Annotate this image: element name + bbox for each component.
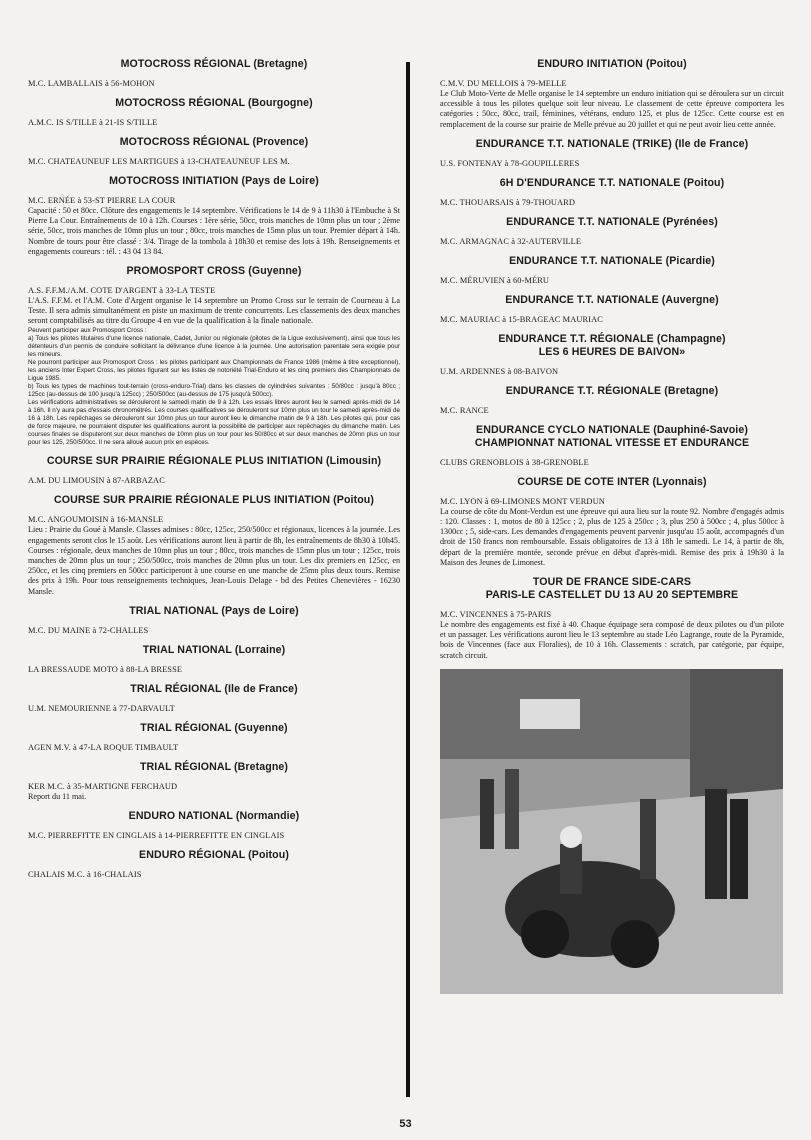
event-title: [440, 424, 784, 450]
event-title-text: MOTOCROSS RÉGIONAL (Bourgogne): [115, 97, 313, 109]
event-section: [440, 177, 784, 208]
event-details: La course de côte du Mont-Verdun est une épreuve qui aura lieu sur la route 92. Nombre d'engagés admis : 120. Classes : 1, motos de 80 à 125cc ; 2, plus de 125 à 250cc ; 3, plus 250 à 500cc ; 4, plus 500cc à 1300cc ; 5, side-cars. Les demandes d'engagements peuvent parvenir jusqu'au 15 août, accompagnés d'un droit de 150 francs non remboursable. Essais obligatoires de 13 à 18h le samedi. Le 14, à partir de 8h, départ de la première montée, seconde prévue en début d'après-midi. Remise des prix à 19h30 à la Maison des Jeunes de Limonest.: [440, 506, 784, 567]
event-subtitle: PARIS-LE CASTELLET DU 13 AU 20 SEPTEMBRE: [485, 589, 739, 602]
event-title-text: 6H D'ENDURANCE T.T. NATIONALE (Poitou): [499, 176, 725, 189]
event-title: [440, 177, 784, 190]
organizer-club: LA BRESSAUDE MOTO à 88-LA BRESSE: [28, 664, 183, 674]
event-title-text: ENDURANCE T.T. NATIONALE (Auvergne): [505, 293, 719, 306]
event-title-text: ENDURO INITIATION (Poitou): [537, 58, 687, 70]
regulation-paragraph: Les vérifications administratives se dérouleront le samedi matin de 9 à 12h. Les essais libres auront lieu le samedi après-midi de 14 à 16h. Il n'y aura pas d'essais chronométrés. Les courses qualificatives se dérouleront sur 10mn plus un tour le samedi après-midi de 16 à 18h. Les repêchages se dérouleront sur 10mn plus un tour auront lieu le dimanche matin de 9 à 18h. Les pilotes qui, pour cas de force majeure, ne pourraient disputer les qualifications auront la possibilité de participer aux repêchages du dimanche matin. Les courses finales se disputeront sur deux manches de 10mn plus un tour pour les 50/80cc et sur deux manches de 20mn plus un tour pour les 125, 250/500cc. Il ne sera alloué aucun prix en espèces.: [28, 399, 400, 447]
organizer-club: CLUBS GRENOBLOIS à 38-GRENOBLE: [440, 457, 589, 467]
event-title: [440, 476, 784, 489]
event-title-text: ENDURO NATIONAL (Normandie): [128, 809, 300, 822]
event-section: [28, 644, 400, 675]
event-details: L'A.S. F.F.M. et l'A.M. Cote d'Argent organise le 14 septembre un Promo Cross sur le terrain de Courneau à La Teste. Il sera admis simultanément en piste un maximum de trente concurrents. Les classements des deux manches seront comptabilisés au titre du Groupe 4 en vue de la qualification à la finale nationale.: [28, 296, 400, 326]
event-details: Report du 11 mai.: [28, 791, 87, 801]
event-section: [28, 136, 400, 167]
event-title-text: ENDURANCE T.T. RÉGIONALE (Champagne): [498, 332, 726, 345]
organizer-club: U.S. FONTENAY à 78-GOUPILLERES: [440, 158, 580, 168]
event-title-text: MOTOCROSS RÉGIONAL (Bretagne): [120, 58, 308, 70]
organizer-club: A.S. F.F.M./A.M. COTE D'ARGENT à 33-LA TESTE: [28, 286, 216, 296]
event-title: [440, 385, 784, 398]
organizer-club: M.C. MÉRUVIEN à 60-MÉRU: [440, 275, 550, 285]
right-column: [440, 52, 784, 994]
event-title: [28, 810, 400, 823]
organizer-club: M.C. CHATEAUNEUF LES MARTIGUES à 13-CHATEAUNEUF LES M.: [28, 157, 290, 166]
event-section: [28, 455, 400, 486]
event-title-text: ENDURANCE T.T. RÉGIONALE (Bretagne): [505, 384, 719, 397]
organizer-club: A.M. DU LIMOUSIN à 87-ARBAZAC: [28, 476, 165, 486]
regulation-paragraph: a) Tous les pilotes titulaires d'une licence nationale, Cadet, Junior ou régionale (pilotes de la Ligue exclusivement), ainsi que tous les détenteurs d'un permis de conduire sollicitant la délivrance d'une licence à la journée. Une autorisation parentale sera exigée pour les mineurs.: [28, 334, 400, 358]
event-title-text: COURSE DE COTE INTER (Lyonnais): [517, 475, 707, 488]
event-title-text: TRIAL NATIONAL (Lorraine): [142, 643, 286, 656]
event-section: [440, 255, 784, 286]
event-title-text: TRIAL RÉGIONAL (Bretagne): [139, 760, 289, 773]
event-title-text: ENDURANCE T.T. NATIONALE (TRIKE) (Ile de France): [475, 137, 749, 150]
event-title: [28, 58, 400, 71]
event-section: [28, 494, 400, 596]
page-number: 53: [399, 1118, 412, 1130]
organizer-club: M.C. MAURIAC à 15-BRAGEAC MAURIAC: [440, 314, 603, 324]
event-details: Le nombre des engagements est fixé à 40. Chaque équipage sera composé de deux pilotes ou d'un pilote et un passager. Les vérifications auront lieu le 13 septembre au stade Léo Lagrange, route de la Pyramide, bois de Vincennes (face aux Floralies), de 10 à 16h. Classements : scratch, par catégorie, par équipe, scratch circuit.: [440, 620, 784, 660]
event-title: [440, 333, 784, 359]
event-title-text: COURSE SUR PRAIRIE RÉGIONALE PLUS INITIATION (Limousin): [46, 455, 382, 468]
event-title: [28, 722, 400, 735]
event-title-text: TRIAL RÉGIONAL (Guyenne): [140, 721, 288, 734]
event-section: [28, 175, 400, 257]
organizer-club: M.C. PIERREFITTE EN CINGLAIS à 14-PIERREFITTE EN CINGLAIS: [28, 830, 285, 840]
event-section: [440, 216, 784, 247]
event-section: [440, 138, 784, 169]
event-section: [28, 722, 400, 753]
event-title-text: ENDURANCE T.T. NATIONALE (Pyrénées): [506, 215, 718, 228]
event-section: [440, 58, 784, 130]
organizer-club: M.C. LAMBALLAIS à 56-MOHON: [28, 79, 155, 88]
organizer-club: A.M.C. IS S/TILLE à 21-IS S/TILLE: [28, 118, 158, 127]
event-title: [28, 761, 400, 774]
regulation-paragraph: Ne pourront participer aux Promosport Cross : les pilotes participant aux Championnats de France 1986 (même à titre exceptionnel), les anciens Inter Expert Cross, les pilotes figurant sur les listes de notoriété Trial-Enduro et les cinq premiers des Championnats de Ligue 1985.: [28, 358, 400, 382]
event-title: [28, 175, 400, 188]
event-section: [28, 761, 400, 802]
organizer-club: M.C. VINCENNES à 75-PARIS: [440, 610, 552, 620]
organizer-club: C.M.V. DU MELLOIS à 79-MELLE: [440, 79, 567, 88]
event-section: [28, 849, 400, 880]
event-section: [440, 333, 784, 377]
event-section: [28, 810, 400, 841]
organizer-club: M.C. ANGOUMOISIN à 16-MANSLE: [28, 515, 164, 525]
event-section: [28, 265, 400, 447]
event-title: [28, 605, 400, 618]
event-title: [28, 136, 400, 149]
organizer-club: M.C. DU MAINE à 72-CHALLES: [28, 625, 149, 635]
event-title-text: ENDURO RÉGIONAL (Poitou): [139, 848, 289, 861]
event-section: [440, 294, 784, 325]
event-section: [28, 683, 400, 714]
event-section: [440, 476, 784, 568]
regulation-paragraph: b) Tous les types de machines tout-terrain (cross-enduro-Trial) dans les classes de cylindrées suivantes : 50/80cc : jusqu'à 80cc ; 125cc (au-dessus de 100 jusqu'à 125cc) ; 250/500cc (au-dessus de 175 jusqu'à 500cc).: [28, 382, 400, 398]
event-section: [28, 605, 400, 636]
organizer-club: M.C. LYON à 69-LIMONES MONT VERDUN: [440, 496, 605, 506]
event-details: Lieu : Prairie du Goué à Mansle. Classes admises : 80cc, 125cc, 250/500cc et régionaux, licences à la journée. Les engagements seront clos le 15 août. Les vérifications auront lieu à partir de 8h, les entraînements de 8h30 à 10h45. Courses : régionale, deux manches de 10mn plus un tour ; 80cc, trois manches de 15mn plus un tour ; 125cc, trois manches de 20mn plus un tour ; 250/500cc, trois manches de 20mn plus un tour. Les dix premiers en 125cc, en 250cc, et les cinq premiers en 500cc participeront à une course en une manche de 25mn plus deux tours. Remise des prix à 19h. Pour tous renseignements techniques, Jean-Louis Delage - bd des Petites Chenevières - 16230 Mansle.: [28, 525, 400, 596]
organizer-club: AGEN M.V. à 47-LA ROQUE TIMBAULT: [28, 742, 179, 752]
left-column: [28, 52, 400, 888]
event-title: [440, 294, 784, 307]
event-title: [28, 849, 400, 862]
event-section: [440, 424, 784, 468]
event-section: [28, 58, 400, 89]
event-section: [440, 385, 784, 416]
event-title: [28, 455, 400, 468]
event-subtitle: CHAMPIONNAT NATIONAL VITESSE ET ENDURANCE: [474, 436, 750, 449]
event-section: [28, 97, 400, 128]
organizer-club: M.C. ERNÉE à 53-ST PIERRE LA COUR: [28, 196, 176, 205]
event-section: [440, 576, 784, 661]
event-title-text: COURSE SUR PRAIRIE RÉGIONALE PLUS INITIATION (Poitou): [54, 494, 374, 507]
event-title-text: ENDURANCE T.T. NATIONALE (Picardie): [509, 254, 715, 267]
organizer-club: M.C. THOUARSAIS à 79-THOUARD: [440, 197, 576, 207]
event-title: [440, 576, 784, 602]
organizer-club: U.M. ARDENNES à 08-BAIVON: [440, 366, 559, 376]
column-divider: [406, 62, 410, 1097]
event-details: Le Club Moto-Verte de Melle organise le 14 septembre un enduro initiation qui se déroulera sur un circuit accessible à tous les pilotes quelque soit leur niveau. Le classement de cette épreuve comportera les catégories : 50cc, 80cc, trail, féminines, vétérans, enduro 125, et plus de 125cc. Cette course est en remplacement de la course sur prairie de Melle prévue au 20 juillet et qui ne peut avoir lieu cette année.: [440, 89, 784, 129]
event-title-text: PROMOSPORT CROSS (Guyenne): [126, 265, 302, 278]
event-title: [28, 644, 400, 657]
event-title-text: TOUR DE FRANCE SIDE-CARS: [532, 576, 692, 589]
event-title: [28, 265, 400, 278]
organizer-club: U.M. NEMOURIENNE à 77-DARVAULT: [28, 703, 175, 713]
event-title-text: ENDURANCE CYCLO NATIONALE (Dauphiné-Savoie): [476, 423, 748, 436]
sidecar-photo: [440, 669, 783, 994]
event-title-text: TRIAL NATIONAL (Pays de Loire): [129, 604, 299, 617]
sidecar-photo-image: [440, 669, 783, 994]
event-details: Capacité : 50 et 80cc. Clôture des engagements le 14 septembre. Vérifications le 14 de 9 à 11h30 à l'Embuche à St Pierre La Cour. Entraînements de 10 à 12h. Courses : 1ère série, 50cc, trois manches de 10mn plus un tour ; 2ème série, 50cc, trois manches de 10mn plus un tour ; 80cc, trois manches de 15mn plus un tour. Premier départ à 14h. Nombre de tours pour être classé : 3/4. Tirage de la tombola à 18h30 et remise des lots à 19h. Renseignements et engagements coureurs : tél. : 43 04 13 84.: [28, 206, 400, 256]
event-title-text: TRIAL RÉGIONAL (Ile de France): [130, 682, 298, 695]
organizer-club: M.C. RANCE: [440, 405, 489, 415]
event-title: [440, 58, 784, 71]
event-subtitle: LES 6 HEURES DE BAIVON»: [538, 345, 686, 358]
event-title: [440, 216, 784, 229]
event-title-text: MOTOCROSS INITIATION (Pays de Loire): [109, 175, 319, 187]
regulation-paragraph: Peuvent participer aux Promosport Cross :: [28, 326, 147, 334]
event-title-text: MOTOCROSS RÉGIONAL (Provence): [119, 136, 309, 148]
event-title: [440, 255, 784, 268]
organizer-club: KER M.C. à 35-MARTIGNE FERCHAUD: [28, 781, 178, 791]
organizer-club: CHALAIS M.C. à 16-CHALAIS: [28, 869, 142, 879]
event-title: [28, 683, 400, 696]
event-title: [440, 138, 784, 151]
event-title: [28, 494, 400, 507]
event-title: [28, 97, 400, 110]
organizer-club: M.C. ARMAGNAC à 32-AUTERVILLE: [440, 236, 582, 246]
